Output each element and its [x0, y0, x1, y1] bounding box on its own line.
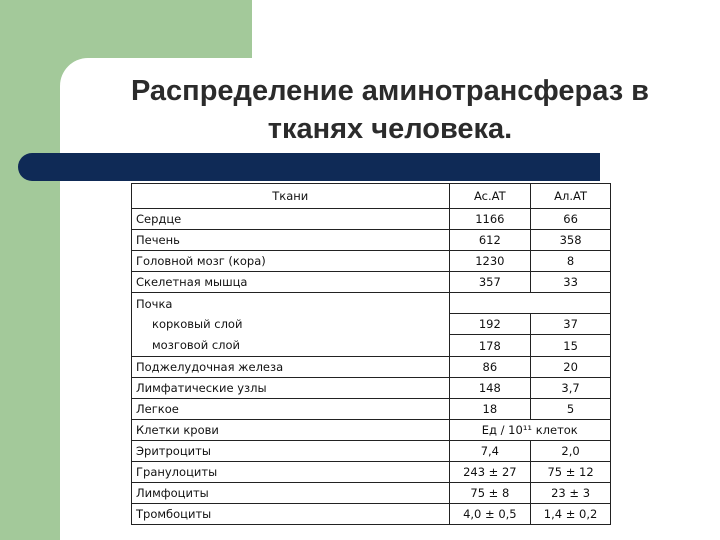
tissue-name: Сердце	[132, 209, 450, 230]
tissue-name: Печень	[132, 230, 450, 251]
table-row	[132, 503, 611, 524]
alt-value: 20	[531, 356, 611, 377]
ast-value: 1166	[449, 209, 531, 230]
tissue-name: Гранулоциты	[132, 461, 450, 482]
table-row	[132, 209, 611, 230]
header-alt: Ал.AT	[531, 184, 611, 209]
aminotransferase-table	[131, 183, 611, 525]
alt-value	[531, 293, 611, 314]
alt-value: 3,7	[531, 377, 611, 398]
slide-title	[60, 72, 720, 148]
slide-title-line-1: Распределение аминотрансфераз в	[130, 75, 650, 107]
tissue-name: Клетки крови	[132, 419, 450, 440]
ast-value: 4,0 ± 0,5	[449, 503, 531, 524]
tissue-name: Лимфатические узлы	[132, 377, 450, 398]
table-row	[132, 398, 611, 419]
table-row	[132, 251, 611, 272]
blood-units: Ед / 10¹¹ клеток	[449, 419, 610, 440]
tissue-name: Головной мозг (кора)	[132, 251, 450, 272]
tissue-name: Легкое	[132, 398, 450, 419]
table-row	[132, 482, 611, 503]
alt-value: 66	[531, 209, 611, 230]
ast-value: 612	[449, 230, 531, 251]
alt-value: 5	[531, 398, 611, 419]
alt-value: 2,0	[531, 440, 611, 461]
tissue-name: Почка	[132, 293, 450, 314]
table-row	[132, 272, 611, 293]
table-row	[132, 335, 611, 356]
ast-value: 18	[449, 398, 531, 419]
tissue-name: Поджелудочная железа	[132, 356, 450, 377]
table-row	[132, 230, 611, 251]
alt-value: 33	[531, 272, 611, 293]
ast-value: 1230	[449, 251, 531, 272]
header-ast: Ac.AT	[449, 184, 531, 209]
alt-value: 23 ± 3	[531, 482, 611, 503]
tissue-name: корковый слой	[132, 314, 450, 335]
alt-value: 358	[531, 230, 611, 251]
ast-value	[449, 293, 531, 314]
table-row	[132, 356, 611, 377]
ast-value: 86	[449, 356, 531, 377]
header-tissue: Ткани	[132, 184, 450, 209]
ast-value: 192	[449, 314, 531, 335]
ast-value: 75 ± 8	[449, 482, 531, 503]
tissue-name: Лимфоциты	[132, 482, 450, 503]
alt-value: 8	[531, 251, 611, 272]
table-row	[132, 293, 611, 314]
table-row-blood-cells	[132, 419, 611, 440]
ast-value: 7,4	[449, 440, 531, 461]
ast-value: 243 ± 27	[449, 461, 531, 482]
tissue-name: Эритроциты	[132, 440, 450, 461]
tissue-name: Скелетная мышца	[132, 272, 450, 293]
ast-value: 148	[449, 377, 531, 398]
tissue-name: мозговой слой	[132, 335, 450, 356]
alt-value: 37	[531, 314, 611, 335]
alt-value: 15	[531, 335, 611, 356]
title-divider-bar	[18, 153, 600, 181]
ast-value: 178	[449, 335, 531, 356]
table-row	[132, 377, 611, 398]
alt-value: 1,4 ± 0,2	[531, 503, 611, 524]
data-table	[131, 183, 611, 525]
ast-value: 357	[449, 272, 531, 293]
table-header-row	[132, 184, 611, 209]
tissue-name: Тромбоциты	[132, 503, 450, 524]
table-row	[132, 314, 611, 335]
alt-value: 75 ± 12	[531, 461, 611, 482]
table-row	[132, 440, 611, 461]
slide-title-line-2: тканях человека.	[267, 113, 513, 145]
table-row	[132, 461, 611, 482]
